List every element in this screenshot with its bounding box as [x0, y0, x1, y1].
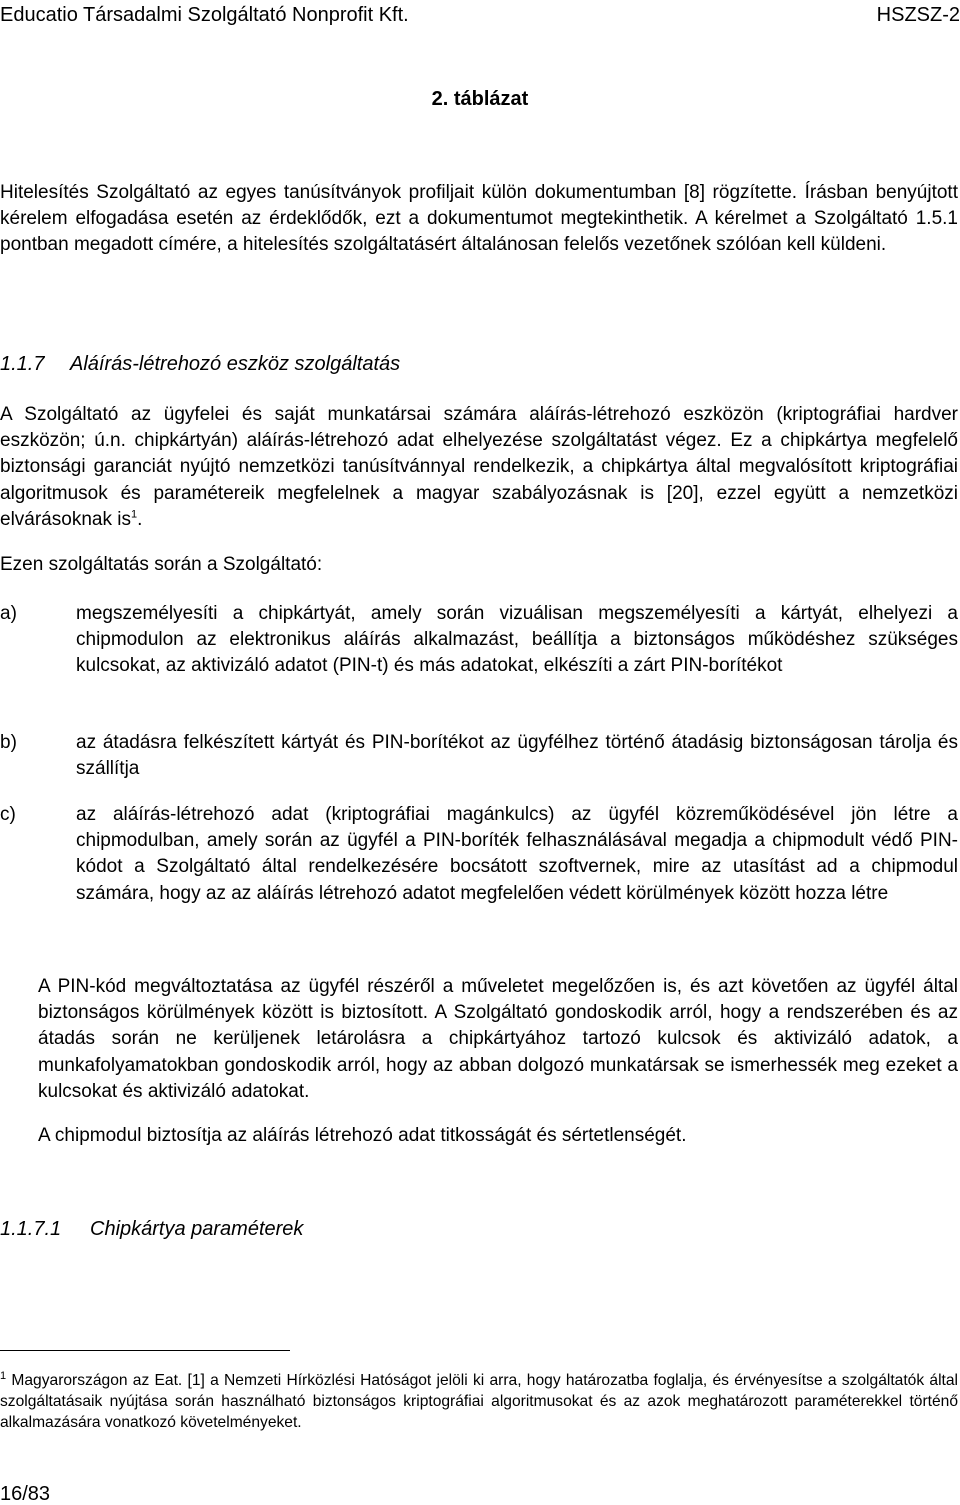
- section-heading: [0, 351, 400, 377]
- footnote: [0, 1370, 958, 1434]
- footnote-marker: 1: [0, 1369, 7, 1382]
- list-item-marker: c): [0, 804, 16, 825]
- subsection-heading: [0, 1216, 303, 1242]
- list-item-b: [0, 730, 960, 786]
- list-item-text: az aláírás-létrehozó adat (kriptográfiai magánkulcs) az ügyfél közreműködésével jön létre a chipmodulban, amely során az ügyfél a PIN-boríték felhasználásával megadja a chipmodult védő PIN-kódot a Szolgáltató által rendelkezésére bocsátott szoftvernek, mire az utasítást ad a chipmodul számára, hogy az az aláírás létrehozó adatot megfelelően védett körülmények között hozza létre: [76, 804, 958, 904]
- table-label: 2. táblázat: [431, 88, 529, 110]
- list-item-text: megszemélyesíti a chipkártyát, amely során vizuálisan megszemélyesíti a kártyát, elhelyezi a chipmodulon az elektronikus aláírás alkalmazást, beállítja a biztonságos működéshez szükséges kulcsokat, az aktivizáló adatot (PIN-t) és más adatokat, elkészíti a zárt PIN-borítékot: [76, 603, 958, 677]
- list-item-marker: b): [0, 732, 17, 753]
- footnote-reference: 1: [130, 508, 138, 521]
- header-doc-code: HSZSZ-2: [876, 4, 960, 26]
- footnote-separator: [0, 1350, 290, 1351]
- section-paragraph-end: .: [137, 508, 143, 530]
- subsection-number: 1.1.7.1: [0, 1218, 62, 1240]
- chip-paragraph: A chipmodul biztosítja az aláírás létrehozó adat titkosságát és sértetlenségét.: [38, 1125, 687, 1146]
- list-item-marker: a): [0, 603, 17, 624]
- subsection-title: Chipkártya paraméterek: [90, 1218, 304, 1240]
- footnote-text: Magyarországon az Eat. [1] a Nemzeti Hírközlési Hatóságot jelöli ki arra, hogy határozatba foglalja, és érvényesítse a szolgáltatók által szolgáltatásaik nyújtása során használható biztonságos kriptográfiai algoritmusokat és az azok meghatározott paraméterekkel történő alkalmazására vonatkozó követelményeket.: [0, 1372, 958, 1432]
- section-number: 1.1.7: [0, 353, 45, 375]
- page-header: [0, 0, 960, 30]
- page-number: 16/83: [0, 1483, 51, 1505]
- list-intro: Ezen szolgáltatás során a Szolgáltató:: [0, 554, 323, 575]
- section-paragraph: [0, 402, 958, 533]
- section-title: Aláírás-létrehozó eszköz szolgáltatás: [70, 353, 401, 375]
- list-item-text: az átadásra felkészített kártyát és PIN-borítékot az ügyfélhez történő átadásig biztonságosan tárolja és szállítja: [76, 732, 958, 780]
- list-item-a: [0, 601, 960, 711]
- list-item-c: [0, 802, 960, 937]
- intro-paragraph: Hitelesítés Szolgáltató az egyes tanúsítványok profiljait külön dokumentumban [8] rögzítette. Írásban benyújtott kérelem elfogadása esetén az érdeklődők, ezt a dokumentumot megtekinthetik. A kérelmet a Szolgáltató 1.5.1 pontban megadott címére, a hitelesítés szolgáltatásért általánosan felelős vezetőnek szólóan kell küldeni.: [0, 182, 958, 256]
- pin-paragraph: A PIN-kód megváltoztatása az ügyfél részéről a műveletet megelőzően is, és azt követően az ügyfél által biztonságos körülmények között is biztosított. A Szolgáltató gondoskodik arról, hogy a rendszerében és az átadás során ne kerüljenek letárolásra a chipkártyához tartozó kulcsok és aktivizáló adatok, a munkafolyamatokban gondoskodik arról, hogy az abban dolgozó munkatársak se ismerhessék meg ezeket a kulcsokat és aktivizáló adatokat.: [38, 976, 958, 1102]
- header-organization: Educatio Társadalmi Szolgáltató Nonprofit Kft.: [0, 4, 409, 26]
- section-paragraph-text: A Szolgáltató az ügyfelei és saját munkatársai számára aláírás-létrehozó eszközön (kriptográfiai hardver eszközön; ú.n. chipkártyán) aláírás-létrehozó adat elhelyezése szolgáltatást végez. Ez a chipkártya megfelelő biztonsági garanciát nyújtó nemzetközi tanúsítvánnyal rendelkezik, a chipkártya által megvalósított kriptográfiai algoritmusok és paramétereik megfelelnek a magyar szabályozásnak is [20], ezzel együtt a nemzetközi elvárásoknak is: [0, 404, 958, 530]
